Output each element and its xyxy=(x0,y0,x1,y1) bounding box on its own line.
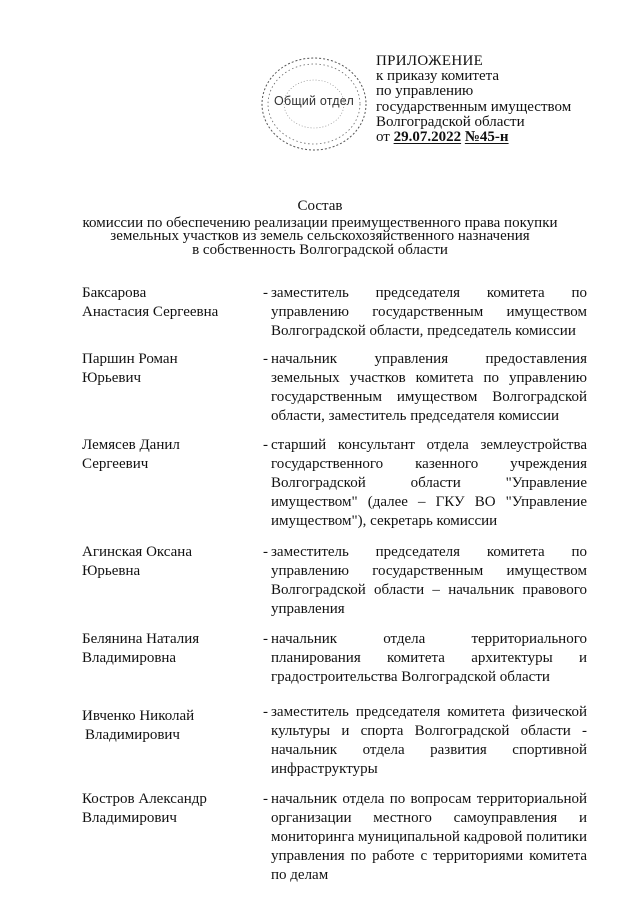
member-given-names: Сергеевич xyxy=(82,456,149,472)
member-surname: Паршин Роман xyxy=(82,351,178,367)
member-role xyxy=(263,436,587,531)
member-role-text: заместитель председателя комитета физической культуры и спорта Волгоградской области - начальник отдела развития спортивной инфраструктуры xyxy=(271,704,587,777)
member-given-names: Юрьевич xyxy=(82,370,142,386)
member-role xyxy=(263,790,587,885)
role-dash: - xyxy=(263,351,268,367)
header-date-prefix: от xyxy=(376,129,390,146)
member-given-names: Владимировна xyxy=(82,650,177,666)
member-surname: Лемясев Данил xyxy=(82,437,180,453)
header-line-3: государственным имуществом xyxy=(376,98,572,115)
member-surname: Белянина Наталия xyxy=(82,631,200,647)
role-dash: - xyxy=(263,704,268,720)
member-role xyxy=(263,350,587,426)
member-name xyxy=(82,630,257,668)
title-line-2: земельных участков из земель сельскохозяйственного назначения xyxy=(110,228,530,244)
member-given-names: Владимирович xyxy=(85,727,180,743)
member-role-text: заместитель председателя комитета по управлению государственным имуществом Волгоградской области – начальник правового управления xyxy=(271,544,587,617)
member-role-text: начальник отдела территориального планирования комитета архитектуры и градостроительства Волгоградской области xyxy=(271,631,587,685)
header-title: ПРИЛОЖЕНИЕ xyxy=(376,53,484,69)
member-surname: Ивченко Николай xyxy=(82,708,195,724)
member-role xyxy=(263,703,587,779)
header-line-4: Волгоградской области xyxy=(376,113,525,130)
member-surname: Баксарова xyxy=(82,285,147,301)
member-role-text: заместитель председателя комитета по управлению государственным имуществом Волгоградской области, председатель комиссии xyxy=(271,285,587,339)
member-name xyxy=(82,790,257,828)
member-role xyxy=(263,630,587,687)
member-name xyxy=(82,436,257,474)
member-role-text: старший консультант отдела землеустройства государственного казенного учреждения Волгоградской области "Управление имуществом" (далее – ГКУ ВО "Управление имуществом"), секретарь комиссии xyxy=(271,437,587,529)
title-line-1: комиссии по обеспечению реализации преимущественного права покупки xyxy=(82,214,558,231)
header-line-1: к приказу комитета xyxy=(376,68,500,85)
member-given-names: Юрьевна xyxy=(82,563,141,579)
member-name xyxy=(82,284,257,322)
role-dash: - xyxy=(263,791,268,807)
role-dash: - xyxy=(263,437,268,453)
member-name xyxy=(82,707,257,745)
member-name xyxy=(82,350,257,388)
header-order-number: №45-н xyxy=(464,129,509,146)
member-role-text: начальник управления предоставления земельных участков комитета по управлению государственным имуществом Волгоградской области, заместитель председателя комиссии xyxy=(271,351,587,424)
role-dash: - xyxy=(263,544,268,560)
member-name xyxy=(82,543,257,581)
stamp-text: Общий отдел xyxy=(274,94,354,108)
member-surname: Костров Александр xyxy=(82,791,207,807)
title-main: Состав xyxy=(297,198,343,214)
member-role xyxy=(263,543,587,619)
header-date: 29.07.2022 xyxy=(393,129,462,146)
member-surname: Агинская Оксана xyxy=(82,544,192,560)
role-dash: - xyxy=(263,631,268,647)
title-line-3: в собственность Волгоградской области xyxy=(192,241,448,258)
header-line-2: по управлению xyxy=(376,83,474,100)
member-given-names: Анастасия Сергеевна xyxy=(82,304,219,320)
member-role-text: начальник отдела по вопросам территориальной организации местного самоуправления и мониторинга муниципальной кадровой политики управления по работе с территориями комитета по делам xyxy=(271,791,587,883)
member-role xyxy=(263,284,587,341)
role-dash: - xyxy=(263,285,268,301)
member-given-names: Владимирович xyxy=(82,810,177,826)
